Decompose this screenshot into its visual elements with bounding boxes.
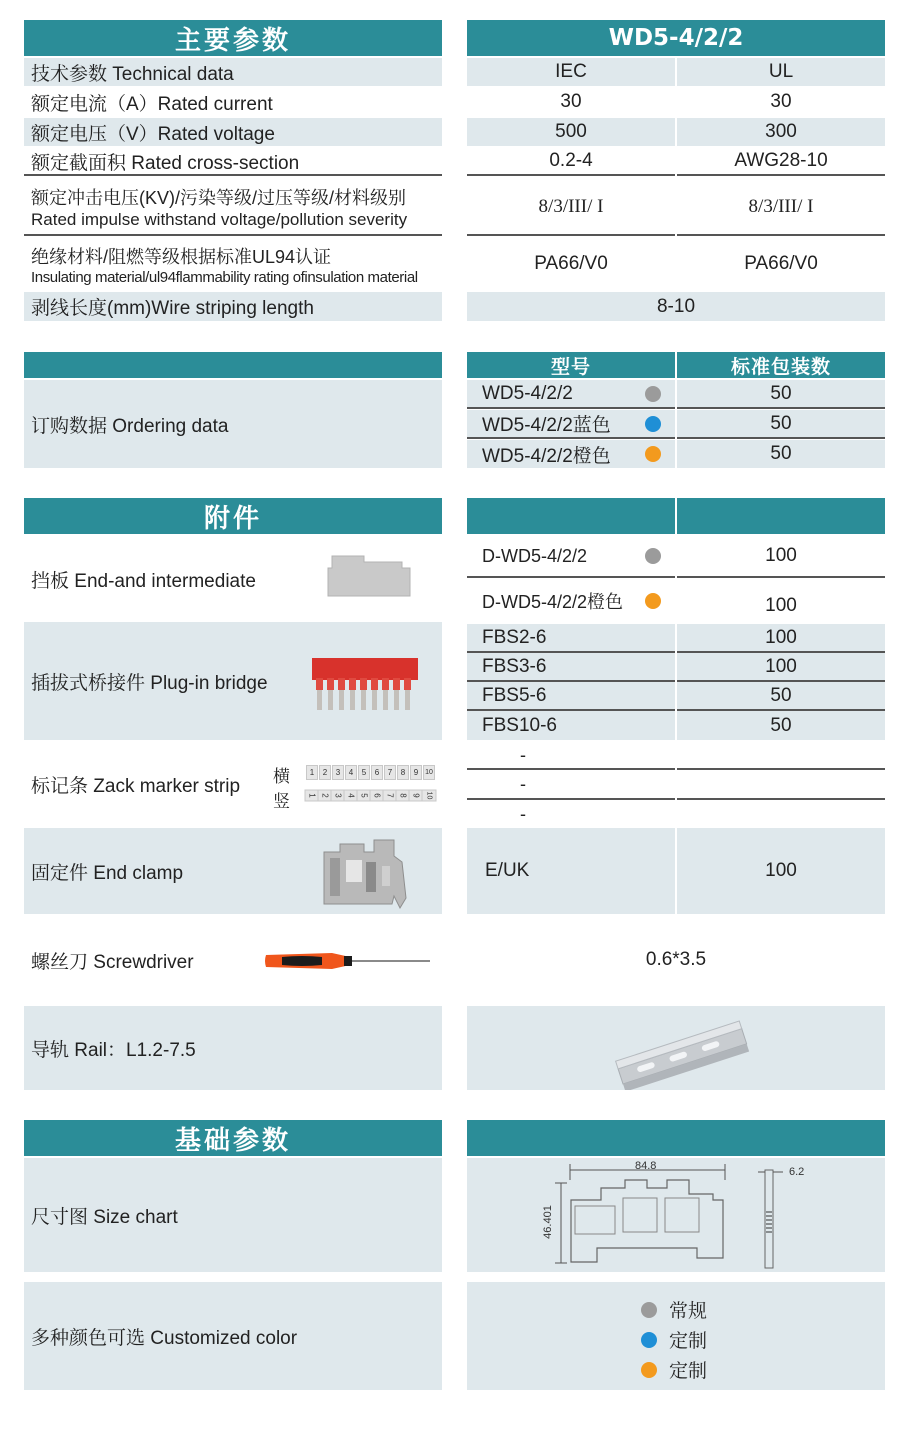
- row-impulse: [24, 180, 442, 236]
- marker-model: -: [520, 803, 526, 824]
- screwdriver-value: 0.6*3.5: [645, 949, 707, 970]
- dim-thickness: 6.2: [789, 1166, 805, 1178]
- screwdriver-label: 螺丝刀 Screwdriver: [31, 951, 194, 973]
- bridge-qty: 100: [677, 624, 885, 653]
- ordering-header-bar: [24, 352, 442, 378]
- end-plate-item: [467, 536, 675, 578]
- bridge-qty: 100: [677, 653, 885, 682]
- marker-strip-vertical: 1 2 3 4 5 6 7 8 9 10: [306, 788, 435, 803]
- marker-model: -: [467, 742, 675, 770]
- ordering-label: 订购数据 Ordering data: [24, 380, 442, 468]
- bridge-qty: 50: [677, 682, 885, 711]
- iec-cross-section: 0.2-4: [467, 148, 675, 176]
- color-options: [467, 1282, 885, 1390]
- row-insulation: [24, 238, 442, 290]
- dim-width: 84.8: [635, 1160, 657, 1172]
- row-rated-current: 额定电流（A）Rated current: [31, 93, 273, 115]
- ordering-model: WD5-4/2/2橙色: [482, 445, 611, 467]
- bridge-label: 插拔式桥接件 Plug-in bridge: [24, 622, 442, 740]
- ordering-qty: 50: [677, 410, 885, 439]
- iec-current: 30: [560, 91, 582, 112]
- accessories-title: 附件: [24, 498, 442, 534]
- ordering-item: [467, 380, 675, 409]
- rail-cell: [467, 1006, 885, 1090]
- accessories-header-bar: [677, 498, 885, 534]
- marker-label: 标记条 Zack marker strip: [31, 775, 241, 797]
- impulse-label-cn: 额定冲击电压(KV)/污染等级/过压等级/材料级别: [31, 188, 407, 208]
- marker-model: -: [467, 771, 675, 800]
- end-clamp-label: 固定件 End clamp: [24, 828, 442, 914]
- size-chart-label: 尺寸图 Size chart: [24, 1158, 442, 1272]
- din-rail-image: [467, 1006, 885, 1090]
- blue-dot-icon: [645, 416, 661, 432]
- screwdriver-image: [262, 945, 434, 977]
- color-option: [641, 1296, 707, 1323]
- col-model: 型号: [467, 352, 675, 378]
- bridge-model: FBS5-6: [467, 682, 675, 711]
- marker-qty: [677, 742, 885, 770]
- end-plate-qty: 100: [765, 595, 797, 616]
- color-option-text: 定制: [669, 1361, 708, 1382]
- marker-vertical-label: 竖: [273, 792, 290, 811]
- row-rated-voltage: 额定电压（V）Rated voltage: [24, 118, 442, 146]
- bridge-model: FBS10-6: [467, 711, 675, 740]
- ordering-model: WD5-4/2/2蓝色: [482, 415, 611, 436]
- color-option: [641, 1356, 707, 1383]
- insulation-label-cn: 绝缘材料/阻燃等级根据标准UL94认证: [31, 246, 332, 267]
- gray-dot-icon: [645, 548, 661, 564]
- ordering-model: WD5-4/2/2: [482, 382, 573, 404]
- end-clamp-qty: 100: [677, 828, 885, 914]
- ordering-item: [467, 440, 675, 468]
- gray-dot-icon: [645, 386, 661, 402]
- iec-voltage: 500: [467, 118, 675, 146]
- iec-header: IEC: [467, 58, 675, 86]
- ul-insulation: PA66/V0: [744, 253, 818, 274]
- marker-horizontal-label: 横: [273, 767, 290, 786]
- marker-qty: [677, 771, 885, 800]
- iec-insulation: PA66/V0: [534, 253, 608, 274]
- ul-cross-section: AWG28-10: [677, 148, 885, 176]
- strip-length-value: 8-10: [467, 292, 885, 321]
- blue-dot-icon: [641, 1332, 657, 1348]
- color-option-text: 定制: [669, 1331, 708, 1352]
- model-title: WD5-4/2/2: [467, 20, 885, 56]
- orange-dot-icon: [645, 446, 661, 462]
- ul-impulse: 8/3/III/ I: [677, 180, 885, 236]
- bridge-model: FBS2-6: [467, 624, 675, 653]
- main-params-title: 主要参数: [24, 20, 442, 56]
- row-strip-length: 剥线长度(mm)Wire striping length: [24, 292, 442, 321]
- color-option: [641, 1326, 707, 1353]
- end-clamp-image: [320, 838, 414, 910]
- end-plate-item: [467, 580, 675, 622]
- impulse-label-en: Rated impulse withstand voltage/pollution severity: [31, 210, 408, 229]
- basic-params-title: 基础参数: [24, 1120, 442, 1156]
- plug-in-bridge-image: [310, 656, 422, 712]
- end-plate-model: D-WD5-4/2/2橙色: [482, 592, 624, 612]
- ul-current: 30: [770, 91, 792, 112]
- end-plate-image: [324, 552, 414, 600]
- end-plate-label: 挡板 End-and intermediate: [31, 570, 256, 592]
- ul-voltage: 300: [677, 118, 885, 146]
- marker-strip-horizontal: 1 2 3 4 5 6 7 8 9 10: [306, 765, 435, 780]
- row-technical-data: 技术参数 Technical data: [24, 58, 442, 86]
- size-chart-cell: [467, 1158, 885, 1272]
- end-plate-model: D-WD5-4/2/2: [482, 545, 588, 566]
- bridge-model: FBS3-6: [467, 653, 675, 682]
- basic-header-bar: [467, 1120, 885, 1156]
- gray-dot-icon: [641, 1302, 657, 1318]
- orange-dot-icon: [645, 593, 661, 609]
- ordering-qty: 50: [677, 440, 885, 468]
- iec-impulse: 8/3/III/ I: [467, 180, 675, 236]
- ordering-qty: 50: [677, 380, 885, 409]
- color-option-text: 常规: [669, 1301, 708, 1322]
- row-cross-section: 额定截面积 Rated cross-section: [24, 148, 442, 176]
- dim-height: 46.401: [541, 1205, 554, 1239]
- ul-header: UL: [677, 58, 885, 86]
- color-label: 多种颜色可选 Customized color: [24, 1282, 442, 1390]
- orange-dot-icon: [641, 1362, 657, 1378]
- insulation-label-en: Insulating material/ul94flammability rating ofinsulation material: [31, 268, 418, 286]
- accessories-header-bar: [467, 498, 675, 534]
- size-chart-drawing: [467, 1158, 885, 1272]
- col-pack: 标准包装数: [677, 352, 885, 378]
- end-plate-qty: 100: [677, 536, 885, 578]
- ordering-item: [467, 410, 675, 439]
- end-clamp-model: E/UK: [467, 828, 675, 914]
- bridge-qty: 50: [677, 711, 885, 740]
- rail-label: 导轨 Rail：L1.2-7.5: [24, 1006, 442, 1090]
